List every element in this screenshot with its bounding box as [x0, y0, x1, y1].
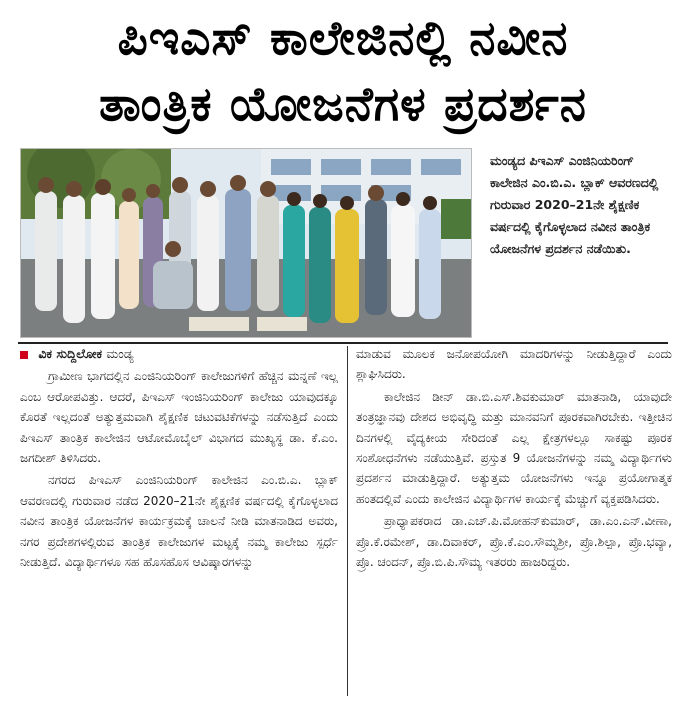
group-photo-illustration — [21, 149, 472, 338]
article-paragraph: ನಗರದ ಪಿಇಎಸ್ ಎಂಜಿನಿಯರಿಂಗ್ ಕಾಲೇಜಿನ ಎಂ.ಬಿ.ಎ. ಬ್ಲಾಕ್ ಆವರಣದಲ್ಲಿ ಗುರುವಾರ ನಡೆದ 2020–21ನೇ ಶೈಕ್ಷಣಿಕ ವರ್ಷದಲ್ಲಿ ಕೈಗೊಳ್ಳಲಾದ ನವೀನ ತಾಂತ್ರಿಕ ಯೋಜನೆಗಳ ಕಾರ್ಯಕ್ರಮಕ್ಕೆ ಚಾಲನೆ ನೀಡಿ ಮಾತನಾಡಿದ ಅವರು, ನಗರ ಪ್ರದೇಶಗಳಲ್ಲಿರುವ ತಾಂತ್ರಿಕ ಕಾಲೇಜುಗಳ ಮಟ್ಟಕ್ಕೆ ನಮ್ಮ ಕಾಲೇಜು ಸ್ಪರ್ಧೆ ನೀಡುತ್ತಿದೆ. ವಿದ್ಯಾರ್ಥಿಗಳೂ ಸಹ ಹೊಸಹೊಸ ಆವಿಷ್ಕಾರಗಳನ್ನು — [20, 473, 338, 570]
byline — [20, 344, 338, 364]
group-photo — [20, 148, 472, 338]
article-paragraph: ಮಾಡುವ ಮೂಲಕ ಜನೋಪಯೋಗಿ ಮಾದರಿಗಳನ್ನು ನೀಡುತ್ತಿದ್ದಾರೆ ಎಂದು ಶ್ಲಾಘಿಸಿದರು. — [356, 347, 672, 382]
article-column-right — [356, 344, 672, 574]
byline-source: ವಿಕ ಸುದ್ದಿಲೋಕ — [38, 346, 103, 361]
headline-line-2: ತಾಂತ್ರಿಕ ಯೋಜನೆಗಳ ಪ್ರದರ್ಶನ — [99, 77, 587, 132]
article-column-left — [20, 344, 338, 574]
byline-city: ಮಂಡ್ಯ — [106, 346, 134, 361]
headline-line-1: ಪಿಇಎಸ್ ಕಾಲೇಜಿನಲ್ಲಿ ನವೀನ — [117, 11, 569, 66]
photo-caption: ಮಂಡ್ಯದ ಪಿಇಎಸ್ ಎಂಜಿನಿಯರಿಂಗ್ ಕಾಲೇಜಿನ ಎಂ.ಬಿ.ಎ. ಬ್ಲಾಕ್ ಆವರಣದಲ್ಲಿ ಗುರುವಾರ 2020–21ನೇ ಶೈಕ್ಷಣಿಕ ವರ್ಷದಲ್ಲಿ ಕೈಗೊಳ್ಳಲಾದ ನವೀನ ತಾಂತ್ರಿಕ ಯೋಜನೆಗಳ ಪ್ರದರ್ಶನ ನಡೆಯಿತು. — [490, 153, 659, 256]
article-paragraph: ಕಾಲೇಜಿನ ಡೀನ್ ಡಾ.ಬಿ.ಎಸ್.ಶಿವಕುಮಾರ್ ಮಾತನಾಡಿ, ಯಾವುದೇ ತಂತ್ರಜ್ಞಾನವು ದೇಶದ ಅಭಿವೃದ್ಧಿ ಮತ್ತು ಮಾನವನಿಗೆ ಪೂರಕವಾಗಿರಬೇಕು. ಇತ್ತೀಚಿನ ದಿನಗಳಲ್ಲಿ ವೈದ್ಯಕೀಯ ಸೇರಿದಂತೆ ಎಲ್ಲ ಕ್ಷೇತ್ರಗಳಲ್ಲೂ ಸಾಕಷ್ಟು ಪೂರಕ ಸಂಶೋಧನೆಗಳು ನಡೆಯುತ್ತಿವೆ. ಪ್ರಸ್ತುತ 9 ಯೋಜನೆಗಳನ್ನು ನಮ್ಮ ವಿದ್ಯಾರ್ಥಿಗಳು ಪ್ರದರ್ಶನ ಮಾಡುತ್ತಿದ್ದಾರೆ. ಅತ್ಯುತ್ತಮ ಯೋಜನೆಗಳು ಇನ್ನೂ ಪ್ರಯೋಗಾತ್ಮಕ ಹಂತದಲ್ಲಿವೆ ಎಂದು ಕಾಲೇಜಿನ ವಿದ್ಯಾರ್ಥಿಗಳ ಕಾರ್ಯಕ್ಕೆ ಮೆಚ್ಚುಗೆ ವ್ಯಕ್ತಪಡಿಸಿದರು. — [356, 389, 672, 506]
article-paragraph: ಪ್ರಾಧ್ಯಾಪಕರಾದ ಡಾ.ಎಚ್.ಪಿ.ಮೋಹನ್‌ಕುಮಾರ್, ಡಾ.ಎಂ.ಎನ್.ವೀಣಾ, ಪ್ರೊ.ಕೆ.ರಮೇಶ್, ಡಾ.ದಿವಾಕರ್, ಪ್ರೊ.ಕೆ.ಎಂ.ಸೌಮ್ಯಶ್ರೀ, ಪ್ರೊ.ಶಿಲ್ಪಾ, ಪ್ರೊ.ಭವ್ಯಾ, ಪ್ರೊ. ಚಂದನ್, ಪ್ರೊ.ಬಿ.ಪಿ.ಸೌಮ್ಯ ಇತರರು ಹಾಜರಿದ್ದರು. — [356, 514, 672, 570]
column-divider — [347, 346, 348, 696]
article-paragraph: ಗ್ರಾಮೀಣ ಭಾಗದಲ್ಲಿನ ಎಂಜಿನಿಯರಿಂಗ್ ಕಾಲೇಜುಗಳಿಗೆ ಹೆಚ್ಚಿನ ಮನ್ನಣೆ ಇಲ್ಲ ಎಂಬ ಆರೋಪವಿತ್ತು. ಆದರೆ, ಪಿಇಎಸ್ ಇಂಜಿನಿಯರಿಂಗ್ ಕಾಲೇಜು ಯಾವುದಕ್ಕೂ ಕೊರತೆ ಇಲ್ಲದಂತೆ ಅತ್ಯುತ್ತಮವಾಗಿ ಶೈಕ್ಷಣಿಕ ಚಟುವಟಿಕೆಗಳನ್ನು ನಡೆಸುತ್ತಿದೆ ಎಂದು ಪಿಇಎಸ್ ತಾಂತ್ರಿಕ ಕಾಲೇಜಿನ ಆಟೋಮೊಬೈಲ್ ವಿಭಾಗದ ಮುಖ್ಯಸ್ಥ ಡಾ. ಕೆ.ಎಂ. ಜಗದೀಶ್ ತಿಳಿಸಿದರು. — [20, 369, 338, 466]
headline — [10, 6, 676, 138]
red-square-icon — [20, 351, 28, 359]
